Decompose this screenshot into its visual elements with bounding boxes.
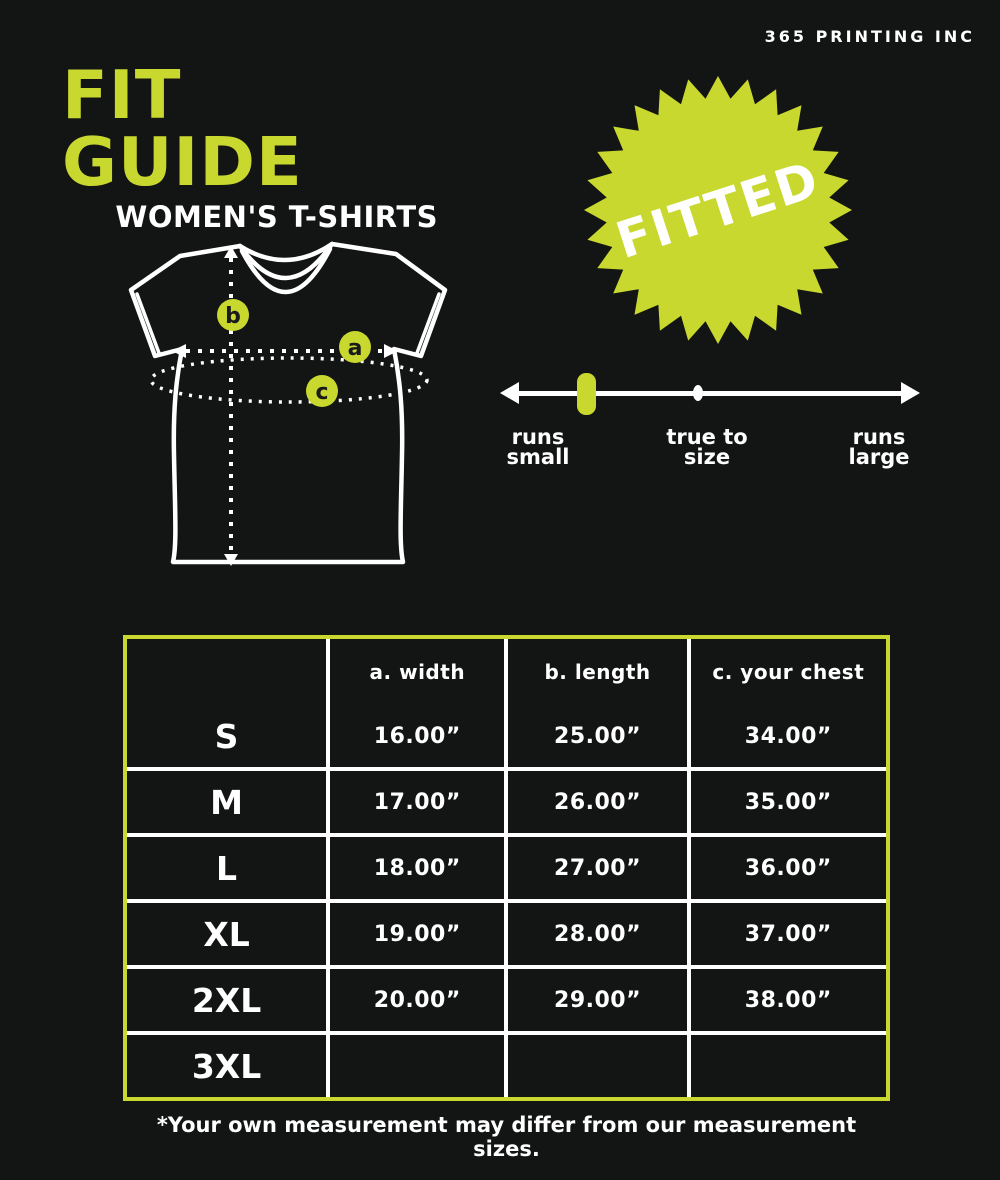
scale-label-runs-small xyxy=(507,427,570,467)
chest-ellipse-measure-line xyxy=(151,358,427,402)
size-label: M xyxy=(127,769,328,835)
chest-value: 37.00” xyxy=(689,901,886,967)
col-header-length: b. length xyxy=(506,639,688,705)
page-title: FIT GUIDE xyxy=(62,56,303,201)
length-measure-line xyxy=(224,246,238,566)
table-row xyxy=(127,901,886,967)
table-row xyxy=(127,967,886,1033)
table-header-row xyxy=(127,639,886,705)
scale-label-line: runs xyxy=(852,425,906,449)
width-value: 19.00” xyxy=(328,901,506,967)
scale-label-line: true to xyxy=(666,425,748,449)
length-value: 27.00” xyxy=(506,835,688,901)
size-label: S xyxy=(127,705,328,769)
width-value: 20.00” xyxy=(328,967,506,1033)
arrow-right-icon xyxy=(901,382,920,404)
size-label: L xyxy=(127,835,328,901)
fitted-badge xyxy=(577,69,859,351)
scale-label-line: small xyxy=(506,445,570,469)
col-header-blank xyxy=(127,639,328,705)
width-value xyxy=(328,1033,506,1097)
fit-scale-marker xyxy=(577,373,596,415)
fit-scale xyxy=(500,365,920,475)
marker-c-label: c xyxy=(315,380,329,405)
marker-a-label: a xyxy=(347,336,363,361)
table-row xyxy=(127,835,886,901)
page-subtitle: WOMEN'S T-SHIRTS xyxy=(115,200,438,234)
tshirt-diagram xyxy=(128,230,448,570)
length-value: 29.00” xyxy=(506,967,688,1033)
title-block xyxy=(62,56,438,234)
brand-name: 365 PRINTING INC xyxy=(764,27,975,46)
width-value: 18.00” xyxy=(328,835,506,901)
badge-label: FITTED xyxy=(609,150,827,270)
scale-label-line: runs xyxy=(511,425,565,449)
chest-value: 36.00” xyxy=(689,835,886,901)
width-value: 16.00” xyxy=(328,705,506,769)
chest-value: 35.00” xyxy=(689,769,886,835)
width-value: 17.00” xyxy=(328,769,506,835)
scale-label-runs-large xyxy=(848,427,909,467)
tshirt-outline-icon xyxy=(131,244,445,562)
marker-b-label: b xyxy=(225,304,241,329)
chest-value xyxy=(689,1033,886,1097)
table-row xyxy=(127,705,886,769)
chest-value: 34.00” xyxy=(689,705,886,769)
arrow-left-icon xyxy=(500,382,519,404)
size-label: XL xyxy=(127,901,328,967)
fit-scale-center-dot xyxy=(693,385,703,401)
size-label: 2XL xyxy=(127,967,328,1033)
col-header-chest: c. your chest xyxy=(689,639,886,705)
scale-label-true-to-size xyxy=(666,427,747,467)
col-header-width: a. width xyxy=(328,639,506,705)
scale-label-line: large xyxy=(848,445,910,469)
table-row xyxy=(127,769,886,835)
scale-label-line: size xyxy=(683,445,731,469)
length-value: 28.00” xyxy=(506,901,688,967)
length-value xyxy=(506,1033,688,1097)
fit-scale-line xyxy=(513,391,907,396)
size-label: 3XL xyxy=(127,1033,328,1097)
size-table-frame xyxy=(123,635,890,1101)
size-table xyxy=(127,639,886,1097)
length-value: 25.00” xyxy=(506,705,688,769)
table-row xyxy=(127,1033,886,1097)
footnote: *Your own measurement may differ from our measurement sizes. xyxy=(156,1113,857,1161)
chest-value: 38.00” xyxy=(689,967,886,1033)
length-value: 26.00” xyxy=(506,769,688,835)
